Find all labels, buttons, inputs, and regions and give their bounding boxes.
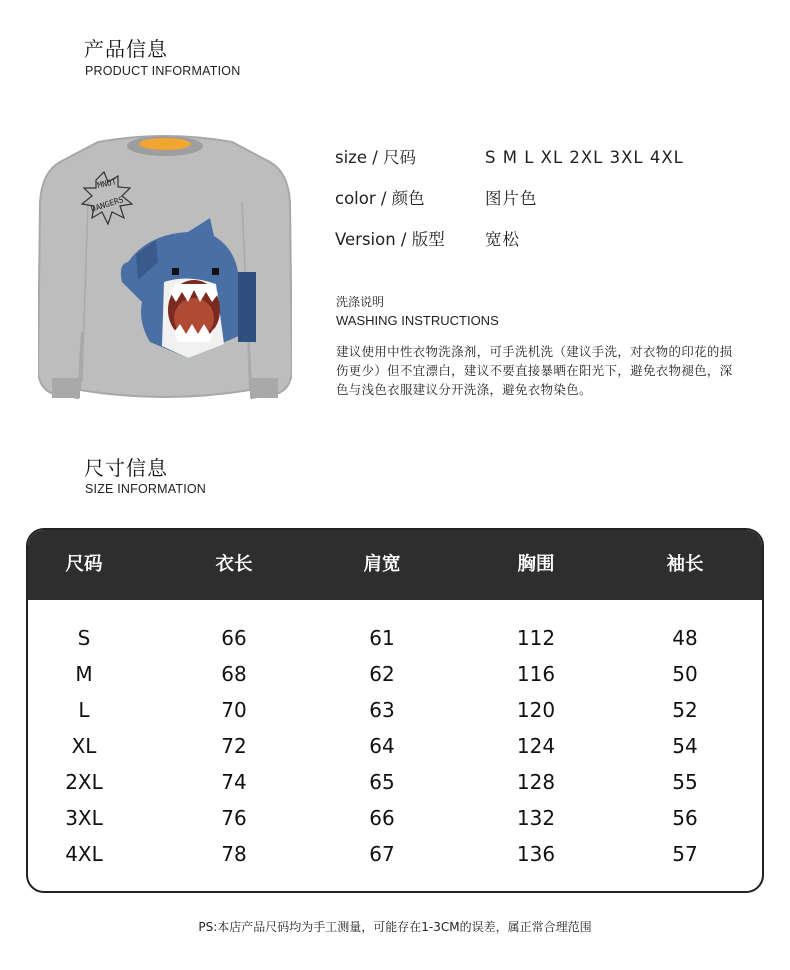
spec-color-value: 图片色 [485,189,538,208]
cell-sleeve: 50 [672,662,698,686]
cell-length: 66 [221,626,247,650]
header-size: 尺码 [65,554,103,575]
table-row [28,836,762,872]
cell-length: 68 [221,662,247,686]
cell-size: 3XL [65,806,103,830]
table-row [28,728,762,764]
header-length: 衣长 [215,554,253,575]
cell-shoulder: 67 [369,842,395,866]
cell-sleeve: 54 [672,734,698,758]
cell-chest: 128 [516,770,556,794]
cell-length: 74 [221,770,247,794]
cell-chest: 124 [516,734,556,758]
product-info-subtitle: PRODUCT INFORMATION [85,64,241,78]
cell-size: M [75,662,93,686]
header-sleeve: 袖长 [666,554,704,575]
cell-shoulder: 61 [369,626,395,650]
cell-shoulder: 62 [369,662,395,686]
cell-sleeve: 55 [672,770,698,794]
spec-size-label: size / 尺码 [335,148,417,167]
cell-sleeve: 48 [672,626,698,650]
footnote: PS:本店产品尺码均为手工测量，可能存在1-3CM的误差，属正常合理范围 [198,920,592,934]
table-body [28,620,762,872]
table-row [28,764,762,800]
spec-color [335,185,538,209]
cell-shoulder: 65 [369,770,395,794]
sweater-text-2: DANGERS [89,194,125,214]
cell-size: L [78,698,90,722]
cell-chest: 120 [516,698,556,722]
cell-sleeve: 57 [672,842,698,866]
size-table [26,528,764,893]
washing-text: 建议使用中性衣物洗涤剂，可手洗机洗（建议手洗，对衣物的印花的损伤更少）但不宜漂白，建议不要直接暴晒在阳光下，避免衣物褪色，深色与浅色衣服建议分开洗涤，避免衣物染色。 [336,344,733,397]
table-row [28,656,762,692]
cell-shoulder: 66 [369,806,395,830]
cell-size: S [77,626,91,650]
sweater-text-1: MNOT [96,177,118,190]
size-info-subtitle: SIZE INFORMATION [85,482,207,496]
spec-color-label: color / 颜色 [335,189,425,208]
cell-sleeve: 52 [672,698,698,722]
washing-subtitle: WASHING INSTRUCTIONS [336,313,499,328]
spec-size-value: S M L XL 2XL 3XL 4XL [485,148,684,167]
cell-chest: 112 [516,626,556,650]
cell-size: XL [71,734,97,758]
cell-shoulder: 64 [369,734,395,758]
table-row [28,620,762,656]
header-shoulder: 肩宽 [363,554,401,575]
cell-shoulder: 63 [369,698,395,722]
cell-length: 76 [221,806,247,830]
washing-title: 洗涤说明 [336,295,385,309]
cell-length: 70 [221,698,247,722]
spec-size [335,144,684,168]
cell-chest: 116 [516,662,556,686]
header-chest: 胸围 [517,554,555,575]
table-row [28,692,762,728]
table-header [28,530,762,600]
spec-version-label: Version / 版型 [335,230,445,249]
cell-length: 78 [221,842,247,866]
cell-chest: 132 [516,806,556,830]
cell-chest: 136 [516,842,556,866]
sweater-image [38,132,292,412]
product-info-title: 产品信息 [84,37,168,61]
table-row [28,800,762,836]
cell-length: 72 [221,734,247,758]
spec-version [335,226,520,250]
cell-size: 4XL [65,842,103,866]
spec-version-value: 宽松 [485,230,520,249]
cell-sleeve: 56 [672,806,698,830]
size-info-title: 尺寸信息 [84,456,168,480]
cell-size: 2XL [65,770,103,794]
